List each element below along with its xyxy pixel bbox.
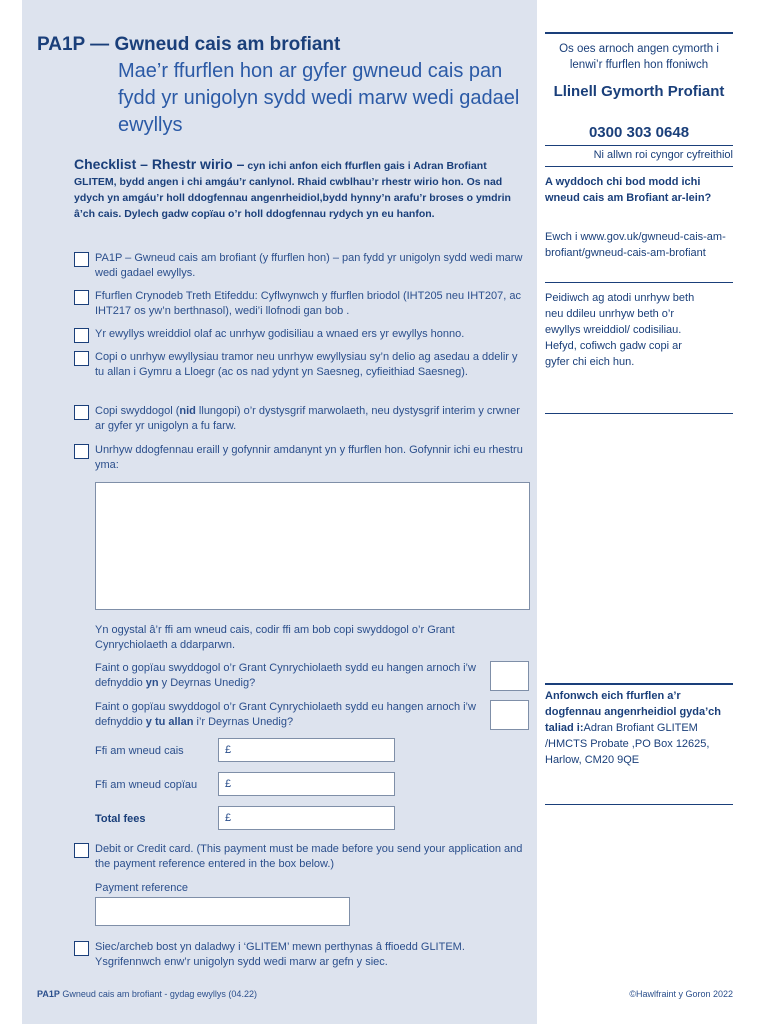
payment-reference-input[interactable]: [95, 897, 350, 926]
online-question: A wyddoch chi bod modd ichi wneud cais am Brofiant ar-lein?: [545, 176, 712, 204]
checklist-heading: Checklist – Rhestr wirio –: [74, 156, 245, 172]
checklist-item-label: PA1P – Gwneud cais am brofiant (y ffurflen hon) – pan fydd yr unigolyn sydd wedi marw wedi gadael ewyllys.: [95, 252, 523, 279]
label-bold: y tu allan: [145, 716, 194, 728]
payment-reference-label: Payment reference: [95, 882, 188, 894]
checkbox-pa1p[interactable]: [74, 252, 89, 267]
checkbox-cheque-payment[interactable]: [74, 941, 89, 956]
copies-uk-input[interactable]: [490, 661, 529, 691]
checkbox-other-documents[interactable]: [74, 444, 89, 459]
divider: [545, 145, 733, 146]
copies-uk-label: [95, 661, 485, 691]
checklist-intro: [74, 156, 524, 222]
divider: [545, 804, 733, 805]
footer-copyright: ©Hawlfraint y Goron 2022: [629, 989, 733, 999]
send-heading: Anfonwch eich ffurflen a’r dogfennau angenrheidiol gyda’ch taliad i:: [545, 690, 722, 734]
total-fees-input[interactable]: £: [218, 806, 395, 830]
checklist-item-label: [95, 404, 527, 434]
footer-code: PA1P: [37, 989, 60, 999]
checkbox-foreign-wills[interactable]: [74, 351, 89, 366]
total-fees-label: Total fees: [95, 813, 146, 825]
checkbox-iht[interactable]: [74, 290, 89, 305]
card-payment-label: Debit or Credit card. (This payment must be made before you send your application and the payment reference entered in the box below.): [95, 843, 523, 870]
label-bold: nid: [179, 405, 196, 417]
checklist-intro-text: cyn ichi anfon eich ffurflen gais i Adran Brofiant GLITEM, bydd angen i chi amgáu’r canlynol. Rhaid cwblhau’r rhestr wirio hon. Os nad ydych yn amgáu’r holl ddogfennau angenrheidiol,bydd hynny’n arafu’r broses o ymdrin â’ch cais. Dylech gadw copïau o’r holl ddogfennau rydych yn eu hanfon.: [74, 160, 511, 220]
no-legal-advice: Ni allwn roi cyngor cyfreithiol: [593, 149, 733, 161]
cheque-payment-label: Siec/archeb bost yn daladwy i ‘GLITEM’ mewn perthynas â ffioedd GLITEM. Ysgrifennwch enw’r unigolyn sydd wedi marw ar gefn y siec.: [95, 941, 465, 968]
help-intro: Os oes arnoch angen cymorth i lenwi’r ffurflen hon ffoniwch: [559, 43, 719, 71]
divider: [545, 32, 733, 34]
application-fee-label: Ffi am wneud cais: [95, 745, 184, 757]
other-documents-textarea[interactable]: [95, 482, 530, 610]
footer-text: Gwneud cais am brofiant - gydag ewyllys (04.22): [62, 989, 257, 999]
label-bold: yn: [145, 677, 159, 689]
divider: [545, 166, 733, 167]
checklist-item-label: Copi o unrhyw ewyllysiau tramor neu unrhyw ewyllysiau sy’n delio ag asedau a ddelir y tu allan i Gymru a Lloegr (ac os nad ydynt yn Saesneg, cyfieithiad Saesneg).: [95, 351, 518, 378]
checklist-item-label: Ffurflen Crynodeb Treth Etifeddu: Cyflwynwch y ffurflen briodol (IHT205 neu IHT207, ac IHT217 os yw’n berthnasol), wedi’i llofnodi gan bob .: [95, 290, 521, 317]
send-address: [545, 688, 730, 768]
fees-note: Yn ogystal â’r ffi am wneud cais, codir ffi am bob copi swyddogol o’r Grant Cynrychiolaeth a ddarparwn.: [95, 624, 455, 651]
online-url[interactable]: Ewch i www.gov.uk/gwneud-cais-am-brofiant/gwneud-cais-am-brofiant: [545, 231, 726, 259]
page-title: PA1P — Gwneud cais am brofiant: [37, 34, 341, 55]
divider: [545, 413, 733, 414]
label-part: i’r Deyrnas Unedig?: [193, 716, 294, 728]
copies-outside-uk-label: [95, 700, 485, 730]
label-part: Copi swyddogol (: [95, 405, 180, 417]
application-fee-input[interactable]: £: [218, 738, 395, 762]
will-warning: Peidiwch ag atodi unrhyw beth neu ddileu unrhyw beth o’r ewyllys wreiddiol/ codisiliau. Hefyd, cofiwch gadw copi ar gyfer chi eich hun.: [545, 292, 695, 368]
label-part: Faint o gopïau swyddogol o’r Grant Cynrychiolaeth sydd eu hangen arnoch i’w defnyddio: [95, 701, 476, 728]
label-part: llungopi) o’r dystysgrif marwolaeth, neu dystysgrif interim y crwner ar gyfer yr unigolyn a fu farw.: [95, 405, 520, 432]
label-part: Faint o gopïau swyddogol o’r Grant Cynrychiolaeth sydd eu hangen arnoch i’w defnyddio: [95, 662, 476, 689]
copies-fee-label: Ffi am wneud copïau: [95, 779, 198, 791]
helpline-phone[interactable]: 0300 303 0648: [588, 124, 690, 141]
checklist-item-label: Unrhyw ddogfennau eraill y gofynnir amdanynt yn y ffurflen hon. Gofynnir ichi eu rhestru yma:: [95, 444, 523, 471]
checkbox-card-payment[interactable]: [74, 843, 89, 858]
page-subtitle: Mae’r ffurflen hon ar gyfer gwneud cais pan fydd yr unigolyn sydd wedi marw wedi gadael ewyllys: [118, 60, 520, 136]
helpline-title: Llinell Gymorth Profiant: [553, 83, 725, 100]
copies-outside-uk-input[interactable]: [490, 700, 529, 730]
divider: [545, 282, 733, 283]
divider: [545, 683, 733, 685]
send-address-text: Adran Brofiant GLITEM /HMCTS Probate ,PO Box 12625, Harlow, CM20 9QE: [545, 722, 710, 766]
copies-fee-input[interactable]: £: [218, 772, 395, 796]
footer-form-ref: [37, 989, 257, 999]
label-part: y Deyrnas Unedig?: [158, 677, 256, 689]
checkbox-will[interactable]: [74, 328, 89, 343]
checkbox-death-certificate[interactable]: [74, 405, 89, 420]
checklist-item-label: Yr ewyllys wreiddiol olaf ac unrhyw godisiliau a wnaed ers yr ewyllys honno.: [95, 328, 465, 340]
